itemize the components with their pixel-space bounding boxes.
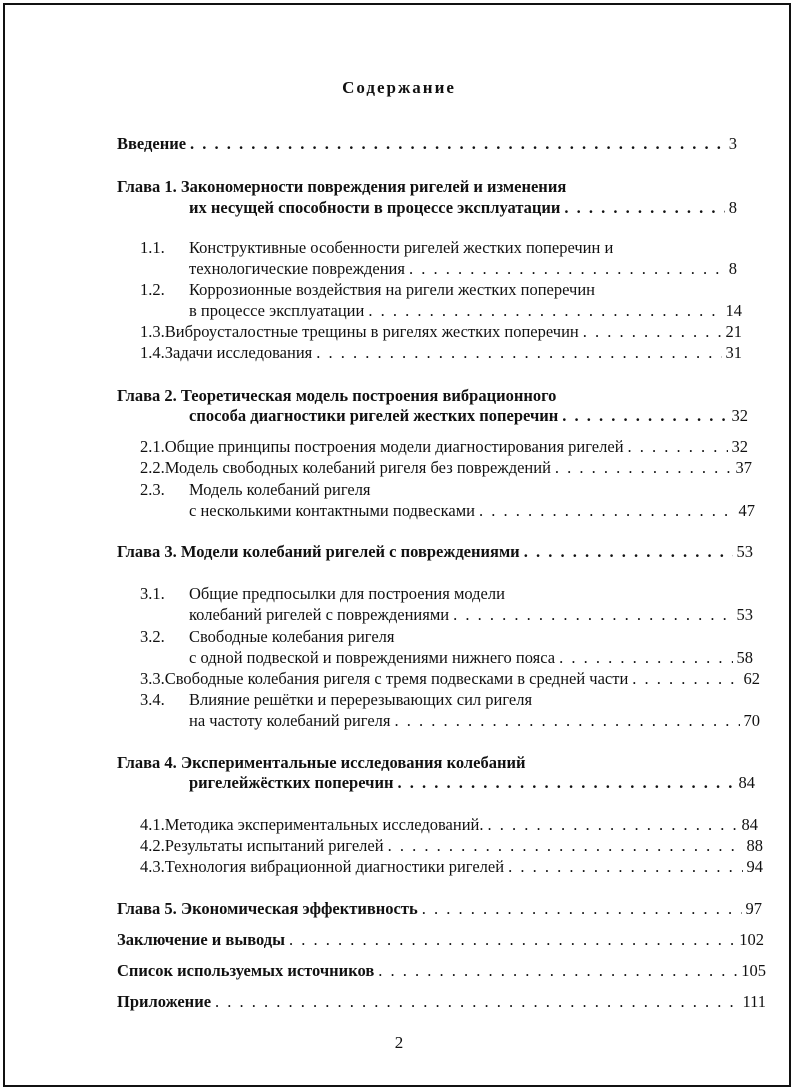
toc-entry-page: 8 <box>728 198 737 217</box>
toc-entry-page: 111 <box>742 992 766 1011</box>
toc-entry-num: 2.2. <box>140 458 165 477</box>
toc-entry-text: Общие принципы построения модели диагностирования ригелей <box>164 437 624 456</box>
toc-entry-text: Глава 3. Модели колебаний ригелей с повреждениями <box>117 542 520 561</box>
dot-leader <box>289 930 735 950</box>
toc-entry-text: Глава 5. Экономическая эффективность <box>117 899 418 918</box>
dot-leader <box>378 961 737 981</box>
toc-entry-page: 47 <box>738 501 755 520</box>
toc-entry-text: Задачи исследования <box>164 343 313 362</box>
toc-entry-page: 14 <box>725 301 742 320</box>
page-number: 2 <box>394 1033 404 1052</box>
toc-entry-3-2[interactable] <box>189 648 753 668</box>
toc-entry-text[interactable]: Общие предпосылки для построения модели <box>189 584 505 603</box>
toc-entry-num: 3.4. <box>140 690 165 709</box>
toc-entry-text: Методика экспериментальных исследований. <box>164 815 484 834</box>
toc-entry-1-3[interactable] <box>140 322 742 342</box>
toc-entry-conclusion[interactable] <box>117 930 764 950</box>
dot-leader <box>559 648 732 668</box>
toc-entry-page: 70 <box>743 711 760 730</box>
toc-entry-text[interactable]: Коррозионные воздействия на ригели жестких поперечин <box>189 280 595 299</box>
dot-leader <box>409 259 725 279</box>
toc-entry-2-2[interactable] <box>140 458 752 478</box>
dot-leader <box>562 406 727 426</box>
toc-entry-ch5[interactable] <box>117 899 762 919</box>
toc-entry-ch2[interactable] <box>189 406 748 426</box>
dot-leader <box>388 836 743 856</box>
toc-entry-text: способа диагностики ригелей жестких поперечин <box>189 406 559 425</box>
toc-entry-1-1[interactable] <box>189 259 737 279</box>
toc-entry-text[interactable]: Конструктивные особенности ригелей жестких поперечин и <box>189 238 614 257</box>
toc-entry-page: 53 <box>736 542 753 561</box>
dot-leader <box>190 134 725 154</box>
toc-entry-page: 62 <box>743 669 760 688</box>
toc-entry-text: Заключение и выводы <box>117 930 286 949</box>
dot-leader <box>316 343 721 363</box>
toc-entry-ch4[interactable] <box>189 773 755 793</box>
dot-leader <box>632 669 739 689</box>
toc-entry-1-2[interactable] <box>189 301 742 321</box>
toc-entry-page: 84 <box>738 773 755 792</box>
toc-entry-2-3[interactable] <box>189 501 755 521</box>
dot-leader <box>555 458 732 478</box>
dot-leader <box>564 198 724 218</box>
toc-entry-text: с одной подвеской и повреждениями нижнего пояса <box>189 648 556 667</box>
toc-entry-4-3[interactable] <box>140 857 763 877</box>
chapter-4-title[interactable]: Глава 4. Экспериментальные исследования колебаний <box>117 753 526 772</box>
dot-leader <box>628 437 728 457</box>
dot-leader <box>524 542 733 562</box>
toc-entry-text: ригелейжёстких поперечин <box>189 773 394 792</box>
toc-title: Содержание <box>342 78 456 97</box>
toc-entry-text: Результаты испытаний ригелей <box>164 836 384 855</box>
toc-entry-text[interactable]: Модель колебаний ригеля <box>189 480 371 499</box>
toc-entry-text: колебаний ригелей с повреждениями <box>189 605 450 624</box>
toc-entry-page: 94 <box>746 857 763 876</box>
toc-entry-1-4[interactable] <box>140 343 742 363</box>
toc-entry-text: на частоту колебаний ригеля <box>189 711 391 730</box>
toc-entry-num: 4.1. <box>140 815 165 834</box>
toc-entry-text: Приложение <box>117 992 212 1011</box>
toc-entry-num: 4.2. <box>140 836 165 855</box>
toc-entry-page: 3 <box>728 134 737 153</box>
toc-entry-text: в процессе эксплуатации <box>189 301 365 320</box>
dot-leader <box>453 605 732 625</box>
toc-entry-intro[interactable] <box>117 134 737 154</box>
toc-entry-text[interactable]: Влияние решётки и перерезывающих сил ригеля <box>189 690 533 709</box>
toc-entry-4-1[interactable] <box>140 815 758 835</box>
toc-entry-num: 1.2. <box>140 280 165 299</box>
toc-entry-3-4[interactable] <box>189 711 760 731</box>
toc-entry-num: 4.3. <box>140 857 165 876</box>
toc-entry-text: Виброусталостные трещины в ригелях жестких поперечин <box>164 322 579 341</box>
dot-leader <box>215 992 738 1012</box>
toc-entry-text: Технология вибрационной диагностики ригелей <box>164 857 505 876</box>
toc-entry-num: 3.2. <box>140 627 165 646</box>
toc-entry-sources[interactable] <box>117 961 766 981</box>
dot-leader <box>397 773 734 793</box>
dot-leader <box>487 815 737 835</box>
toc-entry-appendix[interactable] <box>117 992 766 1012</box>
toc-entry-page: 105 <box>741 961 766 980</box>
toc-entry-4-2[interactable] <box>140 836 763 856</box>
toc-entry-3-1[interactable] <box>189 605 753 625</box>
toc-entry-num: 1.4. <box>140 343 165 362</box>
toc-entry-num: 3.1. <box>140 584 165 603</box>
toc-entry-num: 1.1. <box>140 238 165 257</box>
toc-entry-ch1[interactable] <box>189 198 737 218</box>
toc-entry-page: 88 <box>746 836 763 855</box>
toc-entry-text: Модель свободных колебаний ригеля без повреждений <box>164 458 551 477</box>
toc-entry-page: 84 <box>741 815 758 834</box>
toc-entry-text: технологические повреждения <box>189 259 405 278</box>
toc-entry-text[interactable]: Свободные колебания ригеля <box>189 627 395 646</box>
toc-entry-page: 32 <box>731 406 748 425</box>
toc-entry-3-3[interactable] <box>140 669 760 689</box>
toc-entry-page: 97 <box>745 899 762 918</box>
toc-entry-page: 53 <box>736 605 753 624</box>
toc-entry-page: 102 <box>739 930 764 949</box>
toc-entry-num: 2.3. <box>140 480 165 499</box>
toc-entry-page: 37 <box>735 458 752 477</box>
toc-entry-page: 58 <box>736 648 753 667</box>
dot-leader <box>395 711 740 731</box>
toc-entry-text: их несущей способности в процессе эксплуатации <box>189 198 561 217</box>
dot-leader <box>583 322 722 342</box>
toc-entry-ch3[interactable] <box>117 542 753 562</box>
toc-entry-page: 31 <box>725 343 742 362</box>
toc-entry-num: 1.3. <box>140 322 165 341</box>
dot-leader <box>368 301 721 321</box>
dot-leader <box>479 501 735 521</box>
chapter-1-title[interactable]: Глава 1. Закономерности повреждения ригелей и изменения <box>117 177 567 196</box>
toc-entry-text: Список используемых источников <box>117 961 375 980</box>
dot-leader <box>508 857 742 877</box>
toc-entry-page: 32 <box>731 437 748 456</box>
toc-entry-num: 3.3. <box>140 669 165 688</box>
chapter-2-title[interactable]: Глава 2. Теоретическая модель построения вибрационного <box>117 386 557 405</box>
toc-entry-text: Свободные колебания ригеля с тремя подвесками в средней части <box>164 669 629 688</box>
toc-entry-text: с несколькими контактными подвесками <box>189 501 475 520</box>
toc-entry-2-1[interactable] <box>140 437 748 457</box>
toc-entry-num: 2.1. <box>140 437 165 456</box>
toc-entry-text: Введение <box>117 134 187 153</box>
toc-entry-page: 21 <box>725 322 742 341</box>
toc-entry-page: 8 <box>728 259 737 278</box>
dot-leader <box>422 899 742 919</box>
